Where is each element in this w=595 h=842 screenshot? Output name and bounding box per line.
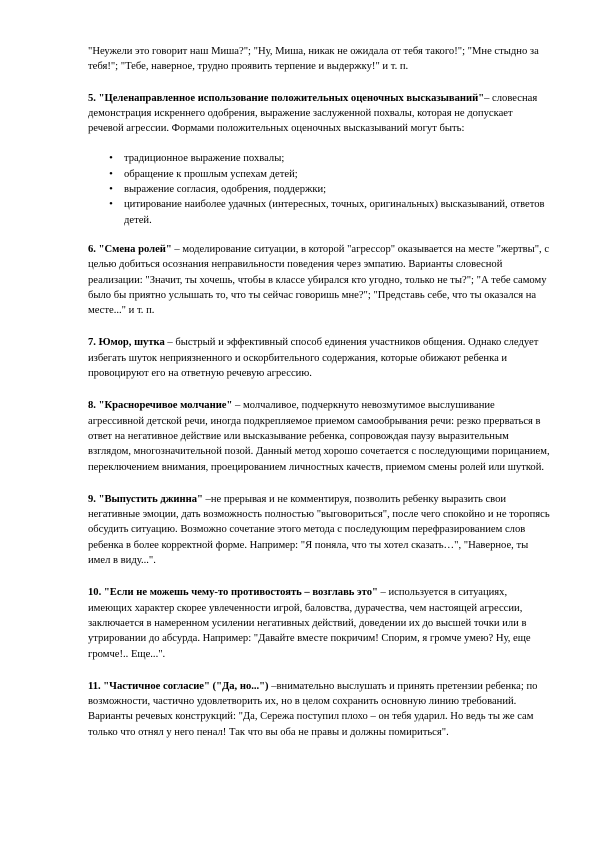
section-10-text: – используется в ситуациях, имеющих характер скорее увлеченности игрой, баловства, дурачества, чем настоящей агрессии, заключается в намеренном усилении негативных действий, доведении их до высшей точки или в утрировании до абсурда. Например: "Давайте вместе покричим! Спорим, я громче умею? Ну, еще громче!.. Еще...". [88,587,531,660]
section-6-text: – моделирование ситуации, в которой "агрессор" оказывается на месте "жертвы", с целью добиться осознания неправильности поведения через эмпатию. Варианты словесной реализации: "Значит, ты хочешь, чтобы в классе убирался кто угодно, только не ты?"; "А тебе самому было бы приятно услышать то, что ты сейчас говоришь мне?"; "Представь себе, что ты оказался на месте..." и т. п. [88,243,550,317]
list-item-text: обращение к прошлым успехам детей; [124,168,298,180]
list-item [106,151,550,166]
section-5-heading: 5. "Целенаправленное использование положительных оценочных высказываний" [88,92,485,104]
list-item [106,182,550,197]
section-5-text: – словесная демонстрация искреннего одобрения, выражение заслуженной похвалы, которая не допускает речевой агрессии. Формами положительных оценочных высказываний могут быть: [88,92,538,135]
section-10 [88,585,550,661]
section-5-paragraph [88,91,550,137]
section-8 [88,398,550,474]
section-7-heading: 7. Юмор, шутка [88,337,165,349]
section-8-heading: 8. "Красноречивое молчание" [88,400,233,412]
section-7 [88,335,550,381]
praise-forms-list [88,151,550,227]
bullet-icon: • [109,168,113,180]
section-11 [88,679,550,740]
section-6-heading: 6. "Смена ролей" [88,243,172,255]
section-11-heading: 11. "Частичное согласие" ("Да, но...") [88,680,269,692]
section-9 [88,492,550,568]
paragraph-intro: "Неужели это говорит наш Миша?"; "Ну, Миша, никак не ожидала от тебя такого!"; "Мне стыдно за тебя!"; "Тебе, наверное, трудно проявить терпение и выдержку!" и т. п. [88,46,539,73]
document-body [88,44,550,757]
list-item [106,197,550,228]
list-item-text: выражение согласия, одобрения, поддержки; [124,184,327,196]
section-8-text: – молчаливое, подчеркнуто невозмутимое выслушивание агрессивной детской речи, иногда подкрепляемое приемом самообрывания речи: резко прерваться в ответ на негативное действие или высказывание ребенка, сопровождая паузу выразительным взглядом, многозначительной позой. Данный метод хорошо сочетается с последующими порицанием, переключением внимания, проецированием личностных качеств, приемом смены ролей или шуткой. [88,400,550,473]
section-6 [88,242,550,318]
section-5 [88,91,550,228]
list-item-text: цитирование наиболее удачных (интересных, точных, оригинальных) высказываний, ответов детей. [124,199,545,226]
section-11-text: –внимательно выслушать и принять претензии ребенка; по возможности, частично удовлетворить их, но в целом сохранить основную линию требований. Варианты речевых конструкций: "Да, Сережа поступил плохо – он тебя ударил. Но ведь ты же сам только что отнял у него пенал! Так что вы оба не правы и должны помириться". [88,680,538,738]
list-item-text: традиционное выражение похвалы; [124,153,285,165]
section-9-text: –не прерывая и не комментируя, позволить ребенку выразить свои негативные эмоции, дать возможность полностью "выговориться", после чего спокойно и не торопясь обсудить ситуацию. Возможно сочетание этого метода с последующим перефразированием слов ребенка в более корректной форме. Например: "Я поняла, что ты хотел сказать…", "Наверное, ты имел в виду...". [88,493,550,567]
section-9-heading: 9. "Выпустить джинна" [88,493,203,505]
list-item [106,167,550,182]
bullet-icon: • [109,199,113,211]
section-10-heading: 10. "Если не можешь чему-то противостоять – возглавь это" [88,587,378,599]
bullet-icon: • [109,153,113,165]
section-7-text: – быстрый и эффективный способ единения участников общения. Однако следует избегать шуток неприязненного и оскорбительного содержания, которые обижают ребенка и провоцируют его на ответную речевую агрессию. [88,337,539,380]
bullet-icon: • [109,184,113,196]
